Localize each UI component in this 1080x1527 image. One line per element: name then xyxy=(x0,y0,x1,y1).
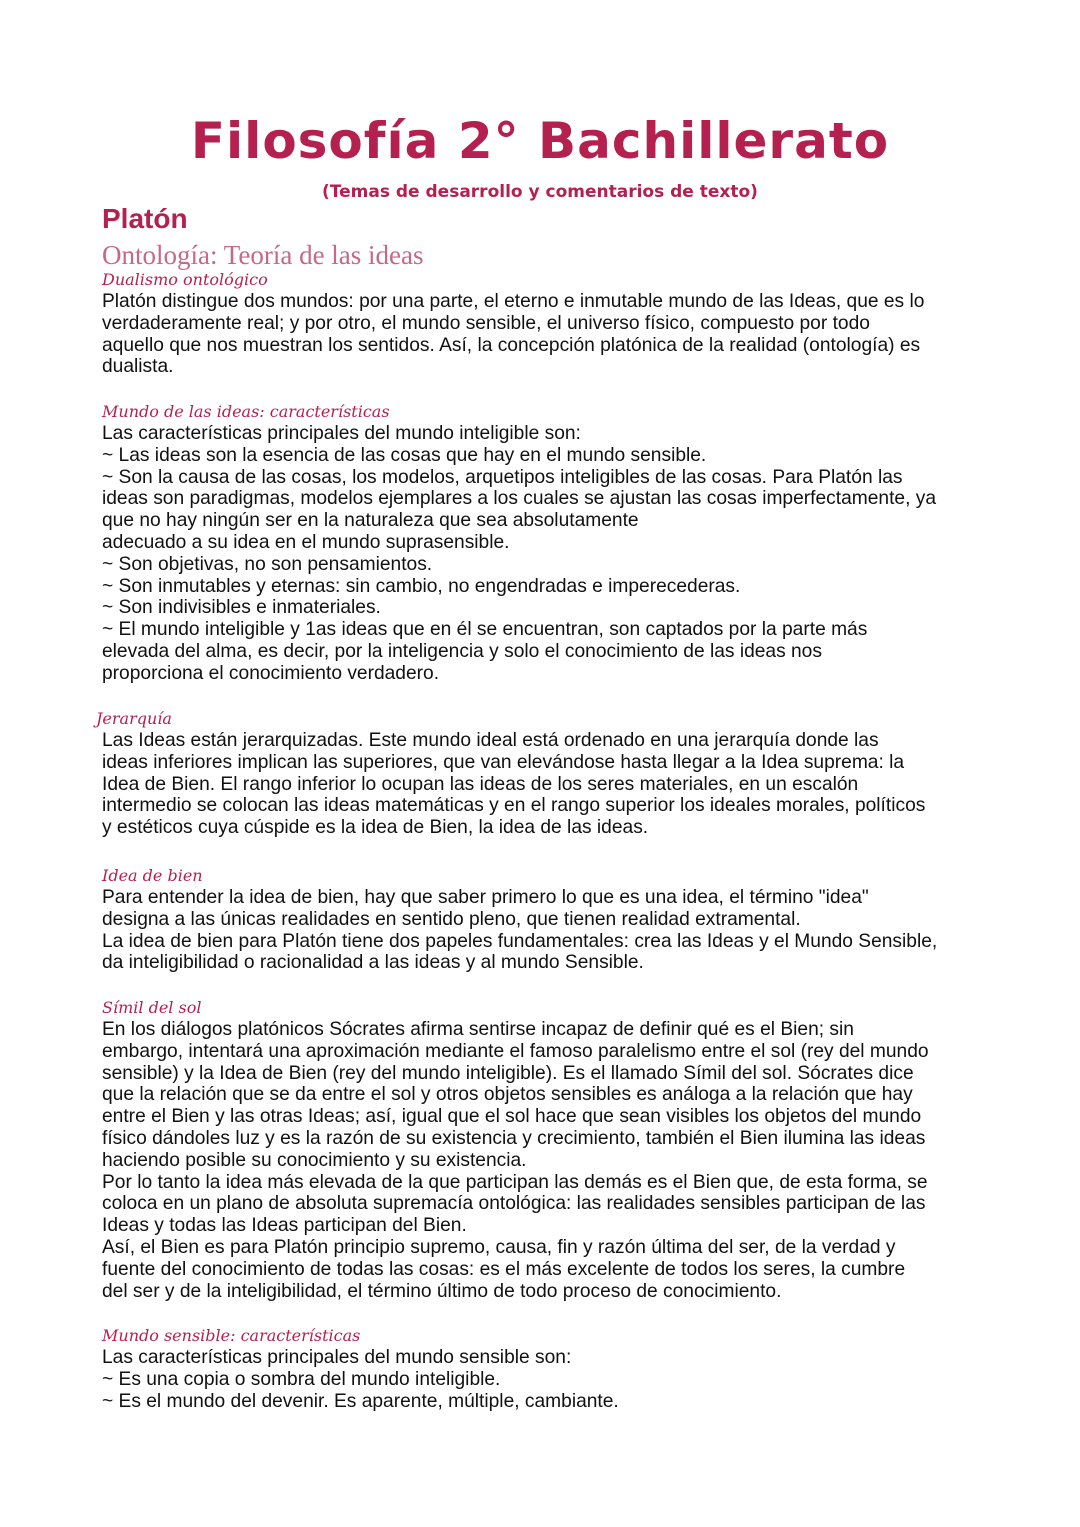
section-line: embargo, intentará una aproximación mediante el famoso paralelismo entre el sol (rey del mundo xyxy=(102,1040,929,1062)
section-mundo-sensible xyxy=(102,1326,982,1412)
section-line: elevada del alma, es decir, por la inteligencia y solo el conocimiento de las ideas nos xyxy=(102,640,822,662)
section-line: Por lo tanto la idea más elevada de la que participan las demás es el Bien que, de esta forma, se xyxy=(102,1171,928,1193)
section-line: coloca en un plano de absoluta supremacía ontológica: las realidades sensibles participan de las xyxy=(102,1193,926,1215)
section-line: Así, el Bien es para Platón principio supremo, causa, fin y razón última del ser, de la verdad y xyxy=(102,1236,896,1258)
topic-heading: Ontología: Teoría de las ideas xyxy=(102,240,424,270)
document-title: Filosofía 2° Bachillerato xyxy=(190,112,890,170)
section-line: En los diálogos platónicos Sócrates afirma sentirse incapaz de definir qué es el Bien; sin xyxy=(102,1019,854,1040)
section-line: adecuado a su idea en el mundo suprasensible. xyxy=(102,531,510,553)
section-jerarquia xyxy=(96,709,982,839)
section-line: ~ Son la causa de las cosas, los modelos, arquetipos inteligibles de las cosas. Para Platón las xyxy=(102,466,903,488)
section-line: aquello que nos muestran los sentidos. Así, la concepción platónica de la realidad (ontología) es xyxy=(102,334,921,356)
section-dualismo xyxy=(102,270,982,378)
section-line: proporciona el conocimiento verdadero. xyxy=(102,662,440,684)
section-line: Las Ideas están jerarquizadas. Este mundo ideal está ordenado en una jerarquía donde las xyxy=(102,730,879,751)
section-heading: Dualismo ontológico xyxy=(102,270,268,289)
section-line: ideas inferiores implican las superiores, que van elevándose hasta llegar a la Idea suprema: la xyxy=(102,751,905,773)
section-line: y estéticos cuya cúspide es la idea de Bien, la idea de las ideas. xyxy=(102,817,649,839)
section-line: sensible) y la Idea de Bien (rey del mundo inteligible). Es el llamado Símil del sol. Sócrates dice xyxy=(102,1062,914,1084)
section-line: Idea de Bien. El rango inferior lo ocupan las ideas de los seres materiales, en un escalón xyxy=(102,773,859,795)
section-heading: Símil del sol xyxy=(102,998,202,1017)
section-line: haciendo posible su conocimiento y su existencia. xyxy=(102,1149,527,1171)
section-line: fuente del conocimiento de todas las cosas: es el más excelente de todos los seres, la cumbre xyxy=(102,1258,906,1280)
section-line: ~ Son indivisibles e inmateriales. xyxy=(102,597,381,619)
section-line: ~ Son objetivas, no son pensamientos. xyxy=(102,553,433,575)
section-line: ~ Es una copia o sombra del mundo inteligible. xyxy=(102,1368,501,1390)
section-line: Para entender la idea de bien, hay que saber primero lo que es una idea, el término "idea" xyxy=(102,887,869,908)
section-heading: Mundo de las ideas: características xyxy=(102,402,390,421)
section-heading: Jerarquía xyxy=(96,709,172,728)
section-line: dualista. xyxy=(102,356,174,378)
section-line: intermedio se colocan las ideas matemáticas y en el rango superior los ideales morales, políticos xyxy=(102,795,926,817)
section-line: La idea de bien para Platón tiene dos papeles fundamentales: crea las Ideas y el Mundo Sensible, xyxy=(102,930,938,952)
section-line: designa a las únicas realidades en sentido pleno, que tienen realidad extramental. xyxy=(102,908,801,930)
section-line: entre el Bien y las otras Ideas; así, igual que el sol hace que sean visibles los objetos del mundo xyxy=(102,1106,922,1128)
section-line: ~ Son inmutables y eternas: sin cambio, no engendradas e imperecederas. xyxy=(102,575,741,597)
section-mundo-ideas xyxy=(102,402,982,685)
section-line: Las características principales del mundo sensible son: xyxy=(102,1347,572,1368)
section-line: del ser y de la inteligibilidad, el término último de todo proceso de conocimiento. xyxy=(102,1280,782,1302)
section-line: da inteligibilidad o racionalidad a las ideas y al mundo Sensible. xyxy=(102,952,644,974)
section-line: ~ El mundo inteligible y 1as ideas que en él se encuentran, son captados por la parte más xyxy=(102,619,868,641)
section-line: ~ Es el mundo del devenir. Es aparente, múltiple, cambiante. xyxy=(102,1390,619,1412)
section-idea-bien xyxy=(102,866,982,974)
section-line: que la relación que se da entre el sol y otros objetos sensibles es análoga a la relación que hay xyxy=(102,1084,913,1106)
document-subtitle: (Temas de desarrollo y comentarios de texto) xyxy=(322,182,758,202)
section-simil-sol xyxy=(102,998,982,1302)
section-line: Las características principales del mundo inteligible son: xyxy=(102,423,581,444)
section-line: ~ Las ideas son la esencia de las cosas que hay en el mundo sensible. xyxy=(102,444,707,466)
section-heading: Idea de bien xyxy=(102,866,203,885)
author-heading: Platón xyxy=(102,203,188,234)
section-line: que no hay ningún ser en la naturaleza que sea absolutamente xyxy=(102,510,639,532)
section-line: Ideas y todas las Ideas participan del Bien. xyxy=(102,1215,467,1237)
section-line: Platón distingue dos mundos: por una parte, el eterno e inmutable mundo de las Ideas, que es lo xyxy=(102,291,925,312)
section-line: físico dándoles luz y es la razón de su existencia y crecimiento, también el Bien ilumina las ideas xyxy=(102,1127,926,1149)
section-line: verdaderamente real; y por otro, el mundo sensible, el universo físico, compuesto por todo xyxy=(102,312,870,334)
section-heading: Mundo sensible: características xyxy=(102,1326,361,1345)
section-line: ideas son paradigmas, modelos ejemplares a los cuales se ajustan las cosas imperfectamente, ya xyxy=(102,488,937,510)
